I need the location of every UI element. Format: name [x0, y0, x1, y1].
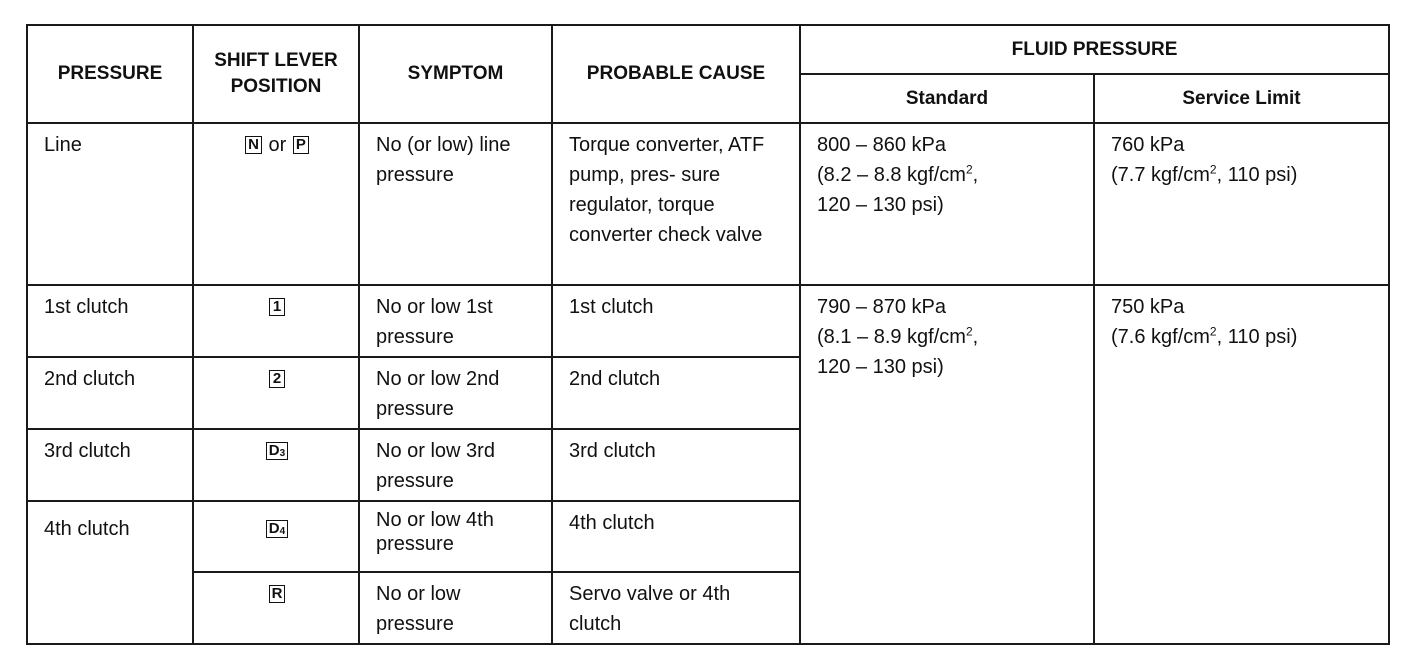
limit-line-2: (7.6 kgf/$cm^2$, 110 psi) — [1111, 324, 1298, 348]
header-shift-lever-position: SHIFT LEVER POSITION — [193, 25, 359, 123]
fluid-pressure-table-container — [26, 24, 1388, 645]
header-standard: Standard — [800, 74, 1094, 123]
cell-pressure: 3rd clutch — [27, 429, 193, 501]
fluid-pressure-table — [26, 24, 1390, 645]
cell-symptom: No or low 3rd pressure — [359, 429, 552, 501]
cell-shift-position — [193, 123, 359, 285]
header-fluid-pressure: FLUID PRESSURE — [800, 25, 1389, 74]
table-row — [27, 285, 1389, 357]
cell-shift-position — [193, 572, 359, 644]
cell-cause: 1st clutch — [552, 285, 800, 357]
shift-or-text: or — [268, 134, 287, 156]
shift-key-icon: N — [245, 136, 262, 154]
cell-cause: Torque converter, ATF pump, pres- sure regulator, torque converter check valve — [552, 123, 800, 285]
cell-cause: 2nd clutch — [552, 357, 800, 429]
limit-line-1: 750 kPa — [1111, 296, 1185, 318]
cell-standard — [800, 123, 1094, 285]
standard-line-2: (8.1 – 8.9 kgf/$cm^2$, — [817, 324, 979, 348]
table-row — [27, 123, 1389, 285]
limit-line-2: (7.7 kgf/$cm^2$, 110 psi) — [1111, 162, 1298, 186]
cell-standard — [800, 285, 1094, 644]
cell-pressure: Line — [27, 123, 193, 285]
shift-key-icon: P — [293, 136, 309, 154]
standard-line-3: 120 – 130 psi) — [817, 356, 944, 378]
cell-symptom: No or low pressure — [359, 572, 552, 644]
cell-shift-position — [193, 429, 359, 501]
shift-key-icon: 1 — [269, 298, 285, 316]
cell-cause: Servo valve or 4th clutch — [552, 572, 800, 644]
cell-service-limit — [1094, 285, 1389, 644]
cell-shift-position — [193, 501, 359, 572]
cell-shift-position — [193, 285, 359, 357]
header-pressure: PRESSURE — [27, 25, 193, 123]
shift-key-icon: 2 — [269, 370, 285, 388]
cell-symptom: No (or low) line pressure — [359, 123, 552, 285]
cell-symptom: No or low 4th pressure — [359, 501, 552, 572]
cell-pressure: 1st clutch — [27, 285, 193, 357]
standard-line-3: 120 – 130 psi) — [817, 194, 944, 216]
cell-symptom: No or low 1st pressure — [359, 285, 552, 357]
cell-pressure: 2nd clutch — [27, 357, 193, 429]
cell-pressure: 4th clutch — [27, 501, 193, 644]
standard-line-1: 790 – 870 kPa — [817, 296, 946, 318]
header-symptom: SYMPTOM — [359, 25, 552, 123]
standard-line-1: 800 – 860 kPa — [817, 134, 946, 156]
header-service-limit: Service Limit — [1094, 74, 1389, 123]
shift-key-icon: R — [269, 585, 286, 603]
cell-cause: 4th clutch — [552, 501, 800, 572]
shift-key-icon: $D_3$ — [266, 442, 288, 460]
cell-service-limit — [1094, 123, 1389, 285]
cell-cause: 3rd clutch — [552, 429, 800, 501]
cell-symptom: No or low 2nd pressure — [359, 357, 552, 429]
limit-line-1: 760 kPa — [1111, 134, 1185, 156]
standard-line-2: (8.2 – 8.8 kgf/$cm^2$, — [817, 162, 979, 186]
cell-shift-position — [193, 357, 359, 429]
shift-key-icon: $D_4$ — [266, 520, 288, 538]
header-probable-cause: PROBABLE CAUSE — [552, 25, 800, 123]
